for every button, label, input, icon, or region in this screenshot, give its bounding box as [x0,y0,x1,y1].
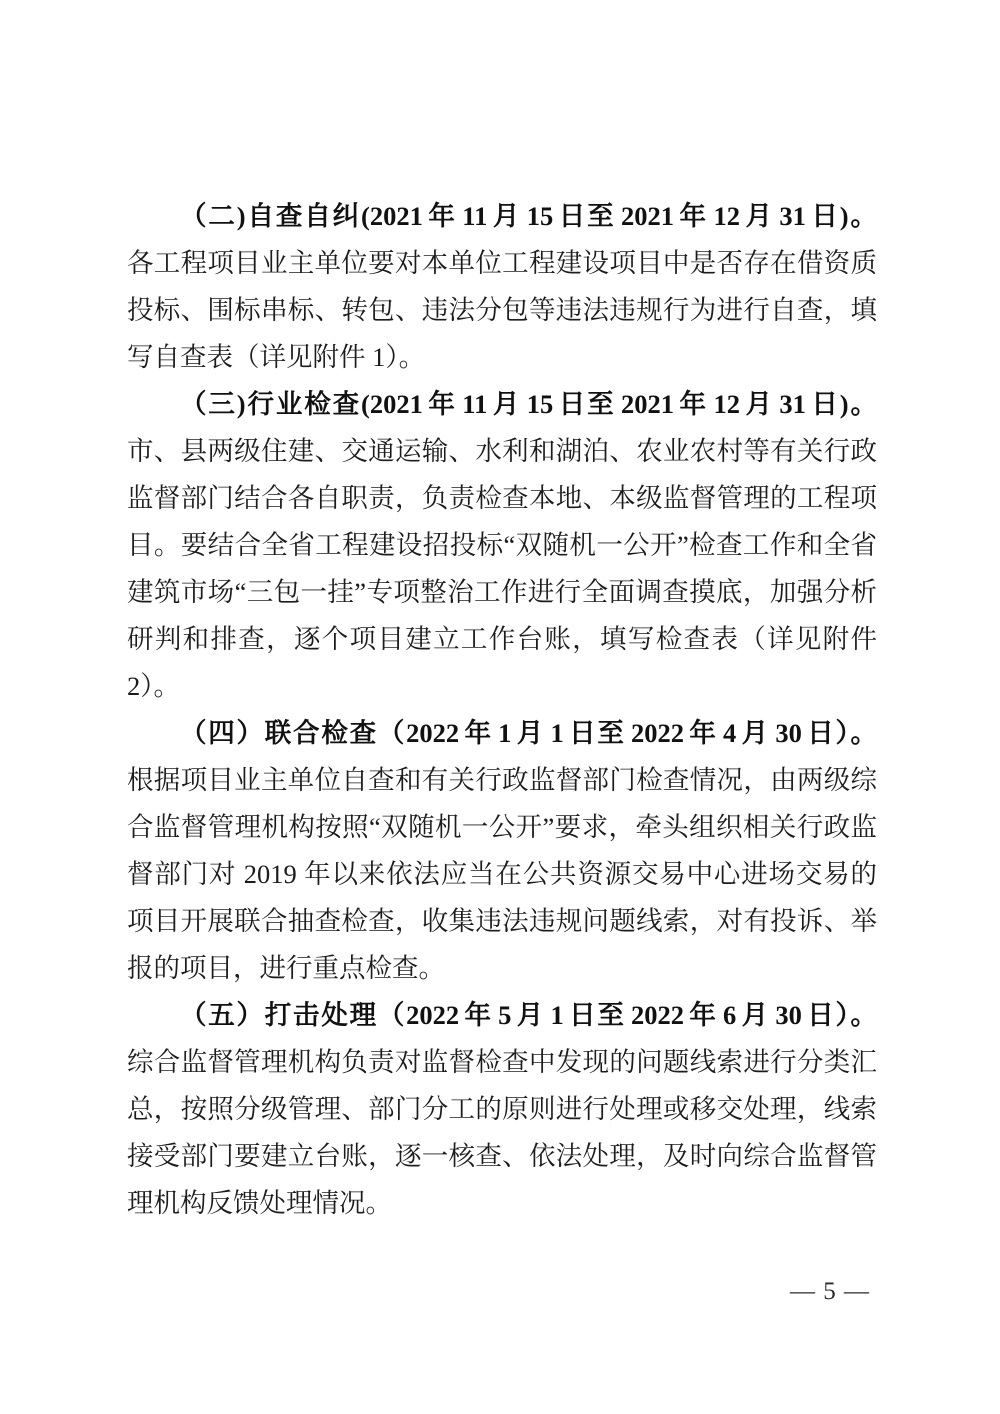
section-self-check [127,193,877,381]
section-heading: （四）联合检查（2022 年 1 月 1 日至 2022 年 4 月 30 日）。 [180,718,877,748]
section-heading: （二)自查自纠(2021 年 11 月 15 日至 2021 年 12 月 31 日)。 [180,201,877,231]
page-number: — 5 — [790,1278,870,1305]
section-industry-inspection [127,381,877,710]
section-body-text: 市、县两级住建、交通运输、水利和湖泊、农业农村等有关行政监督部门结合各自职责，负责检查本地、本级监督管理的工程项目。要结合全省工程建设招投标“双随机一公开”检查工作和全省建筑市场“三包一挂”专项整治工作进行全面调查摸底，加强分析研判和排查，逐个项目建立工作台账，填写检查表（详见附件 2）。 [127,436,877,701]
section-body-text: 综合监督管理机构负责对监督检查中发现的问题线索进行分类汇总，按照分级管理、部门分工的原则进行处理或移交处理，线索接受部门要建立台账，逐一核查、依法处理，及时向综合监督管理机构反馈处理情况。 [127,1047,877,1218]
section-body-text: 根据项目业主单位自查和有关行政监督部门检查情况，由两级综合监督管理机构按照“双随机一公开”要求，牵头组织相关行政监督部门对 2019 年以来依法应当在公共资源交易中心进场交易的项目开展联合抽查检查，收集违法违规问题线索，对有投诉、举报的项目，进行重点检查。 [127,765,877,983]
section-crackdown-handling [127,992,877,1227]
section-heading: （五）打击处理（2022 年 5 月 1 日至 2022 年 6 月 30 日）。 [180,1000,877,1030]
section-heading: （三)行业检查(2021 年 11 月 15 日至 2021 年 12 月 31 日)。 [180,389,877,419]
section-body-text: 各工程项目业主单位要对本单位工程建设项目中是否存在借资质投标、围标串标、转包、违法分包等违法违规行为进行自查，填写自查表（详见附件 1）。 [127,248,877,372]
section-joint-inspection [127,710,877,992]
document-content [127,193,877,1227]
